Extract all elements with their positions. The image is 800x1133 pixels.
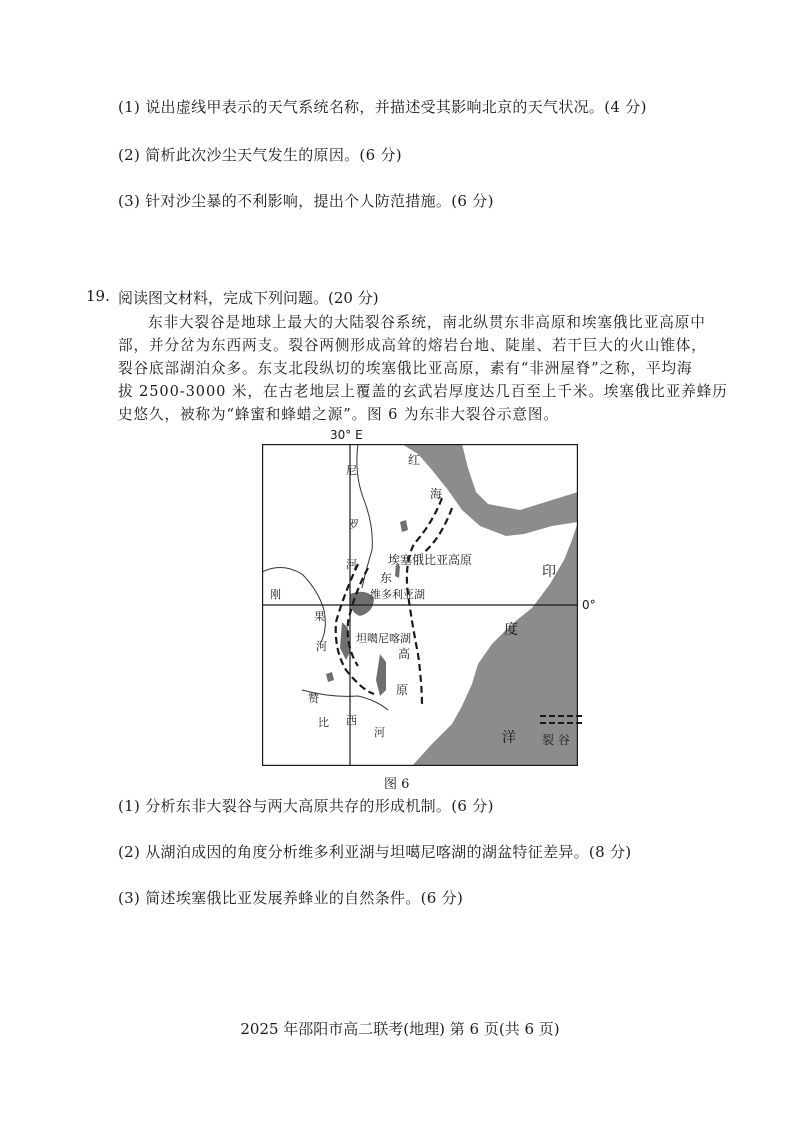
- map-legend: [538, 712, 588, 752]
- figure-caption: 图 6: [384, 777, 410, 792]
- label-congo-3: 河: [316, 640, 327, 653]
- label-zambezi-3: 西: [346, 714, 357, 727]
- label-zambezi-4: 河: [374, 726, 385, 739]
- label-red: 红: [408, 453, 421, 467]
- q19-sub2: (2) 从湖泊成因的角度分析维多利亚湖与坦噶尼喀湖的湖盆特征差异。(8 分): [118, 843, 632, 861]
- longitude-label: 30° E: [330, 428, 363, 442]
- q19-para-line-1: 东非大裂谷是地球上最大的大陆裂谷系统，南北纵贯东非高原和埃塞俄比亚高原中: [148, 314, 706, 331]
- label-indian-1: 印: [542, 564, 556, 580]
- q19-para-line-5: 史悠久，被称为“蜂蜜和蜂蜡之源”。图 6 为东非大裂谷示意图。: [118, 406, 559, 423]
- q19-para-line-3: 裂谷底部湖泊众多。东支北段纵切的埃塞俄比亚高原，素有“非洲屋脊”之称，平均海: [118, 360, 693, 377]
- label-nile-2: 罗: [348, 518, 359, 531]
- page-footer: 2025 年邵阳市高二联考(地理) 第 6 页(共 6 页): [240, 1020, 560, 1038]
- legend-label: 裂 谷: [542, 733, 570, 747]
- q19-sub1: (1) 分析东非大裂谷与两大高原共存的形成机制。(6 分): [118, 797, 494, 815]
- label-nile-1: 尼: [346, 464, 357, 477]
- label-congo-1: 刚: [270, 588, 281, 601]
- label-ethiopia-plateau: 埃塞俄比亚高原: [388, 553, 473, 567]
- label-indian-2: 度: [504, 622, 518, 638]
- q19-para-line-2: 部，并分岔为东西两支。裂谷两侧形成高耸的熔岩台地、陡崖、若干巨大的火山锥体，: [118, 337, 707, 354]
- q19-number: 19.: [86, 287, 110, 305]
- q19-title: 阅读图文材料，完成下列问题。(20 分): [118, 289, 379, 307]
- q19-sub3: (3) 简述埃塞俄比亚发展养蜂业的自然条件。(6 分): [118, 889, 464, 907]
- q19-para-line-4: 拔 2500-3000 米，在古老地层上覆盖的玄武岩厚度达几百至上千米。埃塞俄比亚养蜂历: [118, 383, 728, 400]
- equator-label: 0°: [582, 598, 596, 612]
- east-africa-rift-map: [262, 444, 578, 766]
- label-nile-3: 河: [346, 558, 357, 571]
- label-sea: 海: [430, 487, 443, 501]
- label-zambezi-2: 比: [318, 716, 329, 729]
- label-indian-3: 洋: [502, 730, 516, 746]
- label-plain: 原: [396, 683, 409, 697]
- q18-sub3: (3) 针对沙尘暴的不利影响，提出个人防范措施。(6 分): [118, 192, 494, 210]
- label-victoria: 维多利亚湖: [370, 588, 425, 601]
- q18-sub1: (1) 说出虚线甲表示的天气系统名称，并描述受其影响北京的天气状况。(4 分): [118, 98, 647, 116]
- label-tanganyika: 坦噶尼喀湖: [356, 632, 411, 645]
- label-high: 高: [398, 647, 411, 661]
- label-east: 东: [380, 571, 393, 585]
- label-congo-2: 果: [314, 610, 325, 623]
- q18-sub2: (2) 简析此次沙尘天气发生的原因。(6 分): [118, 146, 402, 164]
- label-zambezi-1: 赞: [308, 692, 319, 705]
